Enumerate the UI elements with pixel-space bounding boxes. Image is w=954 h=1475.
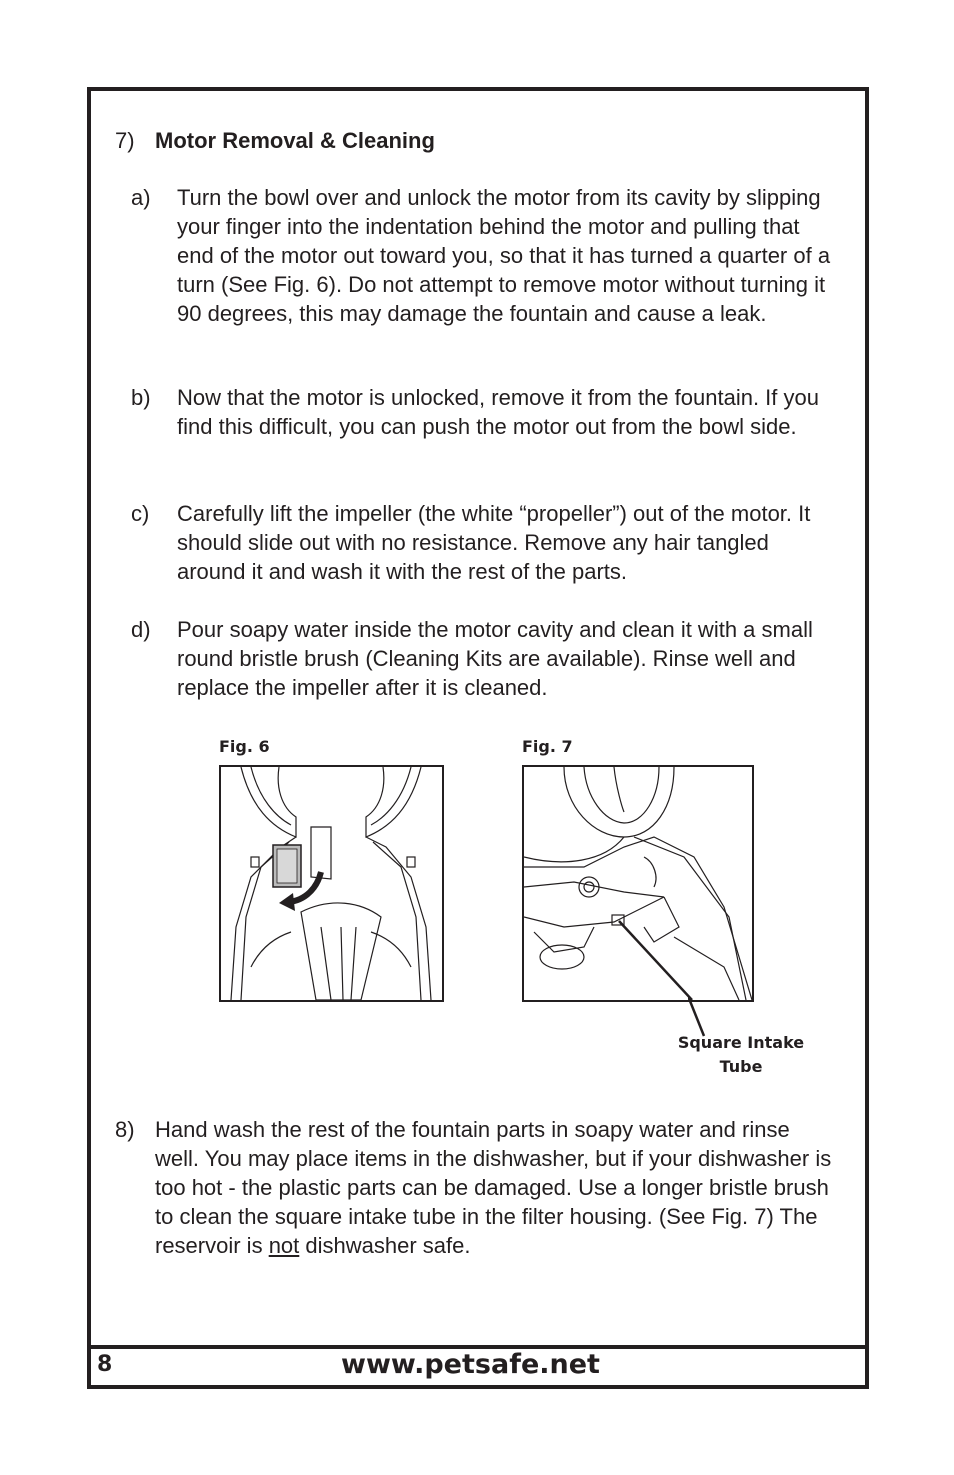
page-number: 8 [97,1352,113,1377]
step-7c-text: Carefully lift the impeller (the white “propeller”) out of the motor. It should slide out with no resistance. Remove any hair tangled around it and wash it with the rest of the parts. [177,501,811,584]
step-8-text-underlined: not [268,1233,300,1258]
step-7b-text: Now that the motor is unlocked, remove it from the fountain. If you find this difficult, you can push the motor out from the bowl side. [177,385,819,439]
step-7-title: Motor Removal & Cleaning [155,128,435,153]
fig-7-label: Fig. 7 [522,737,573,756]
step-7b [131,383,831,441]
step-8-number: 8) [115,1117,135,1142]
step-7d-text: Pour soapy water inside the motor cavity and clean it with a small round bristle brush (Cleaning Kits are available). Rinse well and replace the impeller after it is cleaned. [177,617,813,700]
step-7-number: 7) [115,128,135,153]
step-7a [131,183,831,328]
fig-6-illustration [219,765,444,1002]
step-7a-text: Turn the bowl over and unlock the motor from its cavity by slipping your finger into the indentation behind the motor and pulling that end of the motor out toward you, so that it has turned a quarter of a turn (See Fig. 6). Do not attempt to remove motor without turning it 90 degrees, this may damage the fountain and cause a leak. [177,185,831,326]
page-frame [87,87,869,1389]
step-7d [131,615,831,702]
step-8-text [155,1115,835,1260]
step-7-heading [115,127,435,155]
fig-7-illustration [522,765,754,1002]
square-intake-tube-callout [661,1031,821,1079]
page-footer [91,1345,865,1389]
callout-line-2: Tube [719,1057,763,1076]
step-8 [115,1115,835,1260]
filter-housing-drawing [524,767,752,1000]
step-8-text-after: dishwasher safe. [299,1233,471,1258]
fig-6-label: Fig. 6 [219,737,270,756]
step-7a-letter: a) [131,185,151,210]
step-7b-letter: b) [131,385,151,410]
step-7c [131,499,831,586]
callout-line-1: Square Intake [677,1033,805,1052]
step-7c-letter: c) [131,501,150,526]
step-7d-letter: d) [131,617,151,642]
website-url: www.petsafe.net [341,1349,600,1380]
motor-removal-drawing [221,767,442,1000]
step-8-text-before: Hand wash the rest of the fountain parts in soapy water and rinse well. You may place items in the dishwasher, but if your dishwasher is too hot - the plastic parts can be damaged. Use a longer bristle brush to clean the square intake tube in the filter housing. (See Fig. 7) The reservoir is [155,1117,832,1258]
